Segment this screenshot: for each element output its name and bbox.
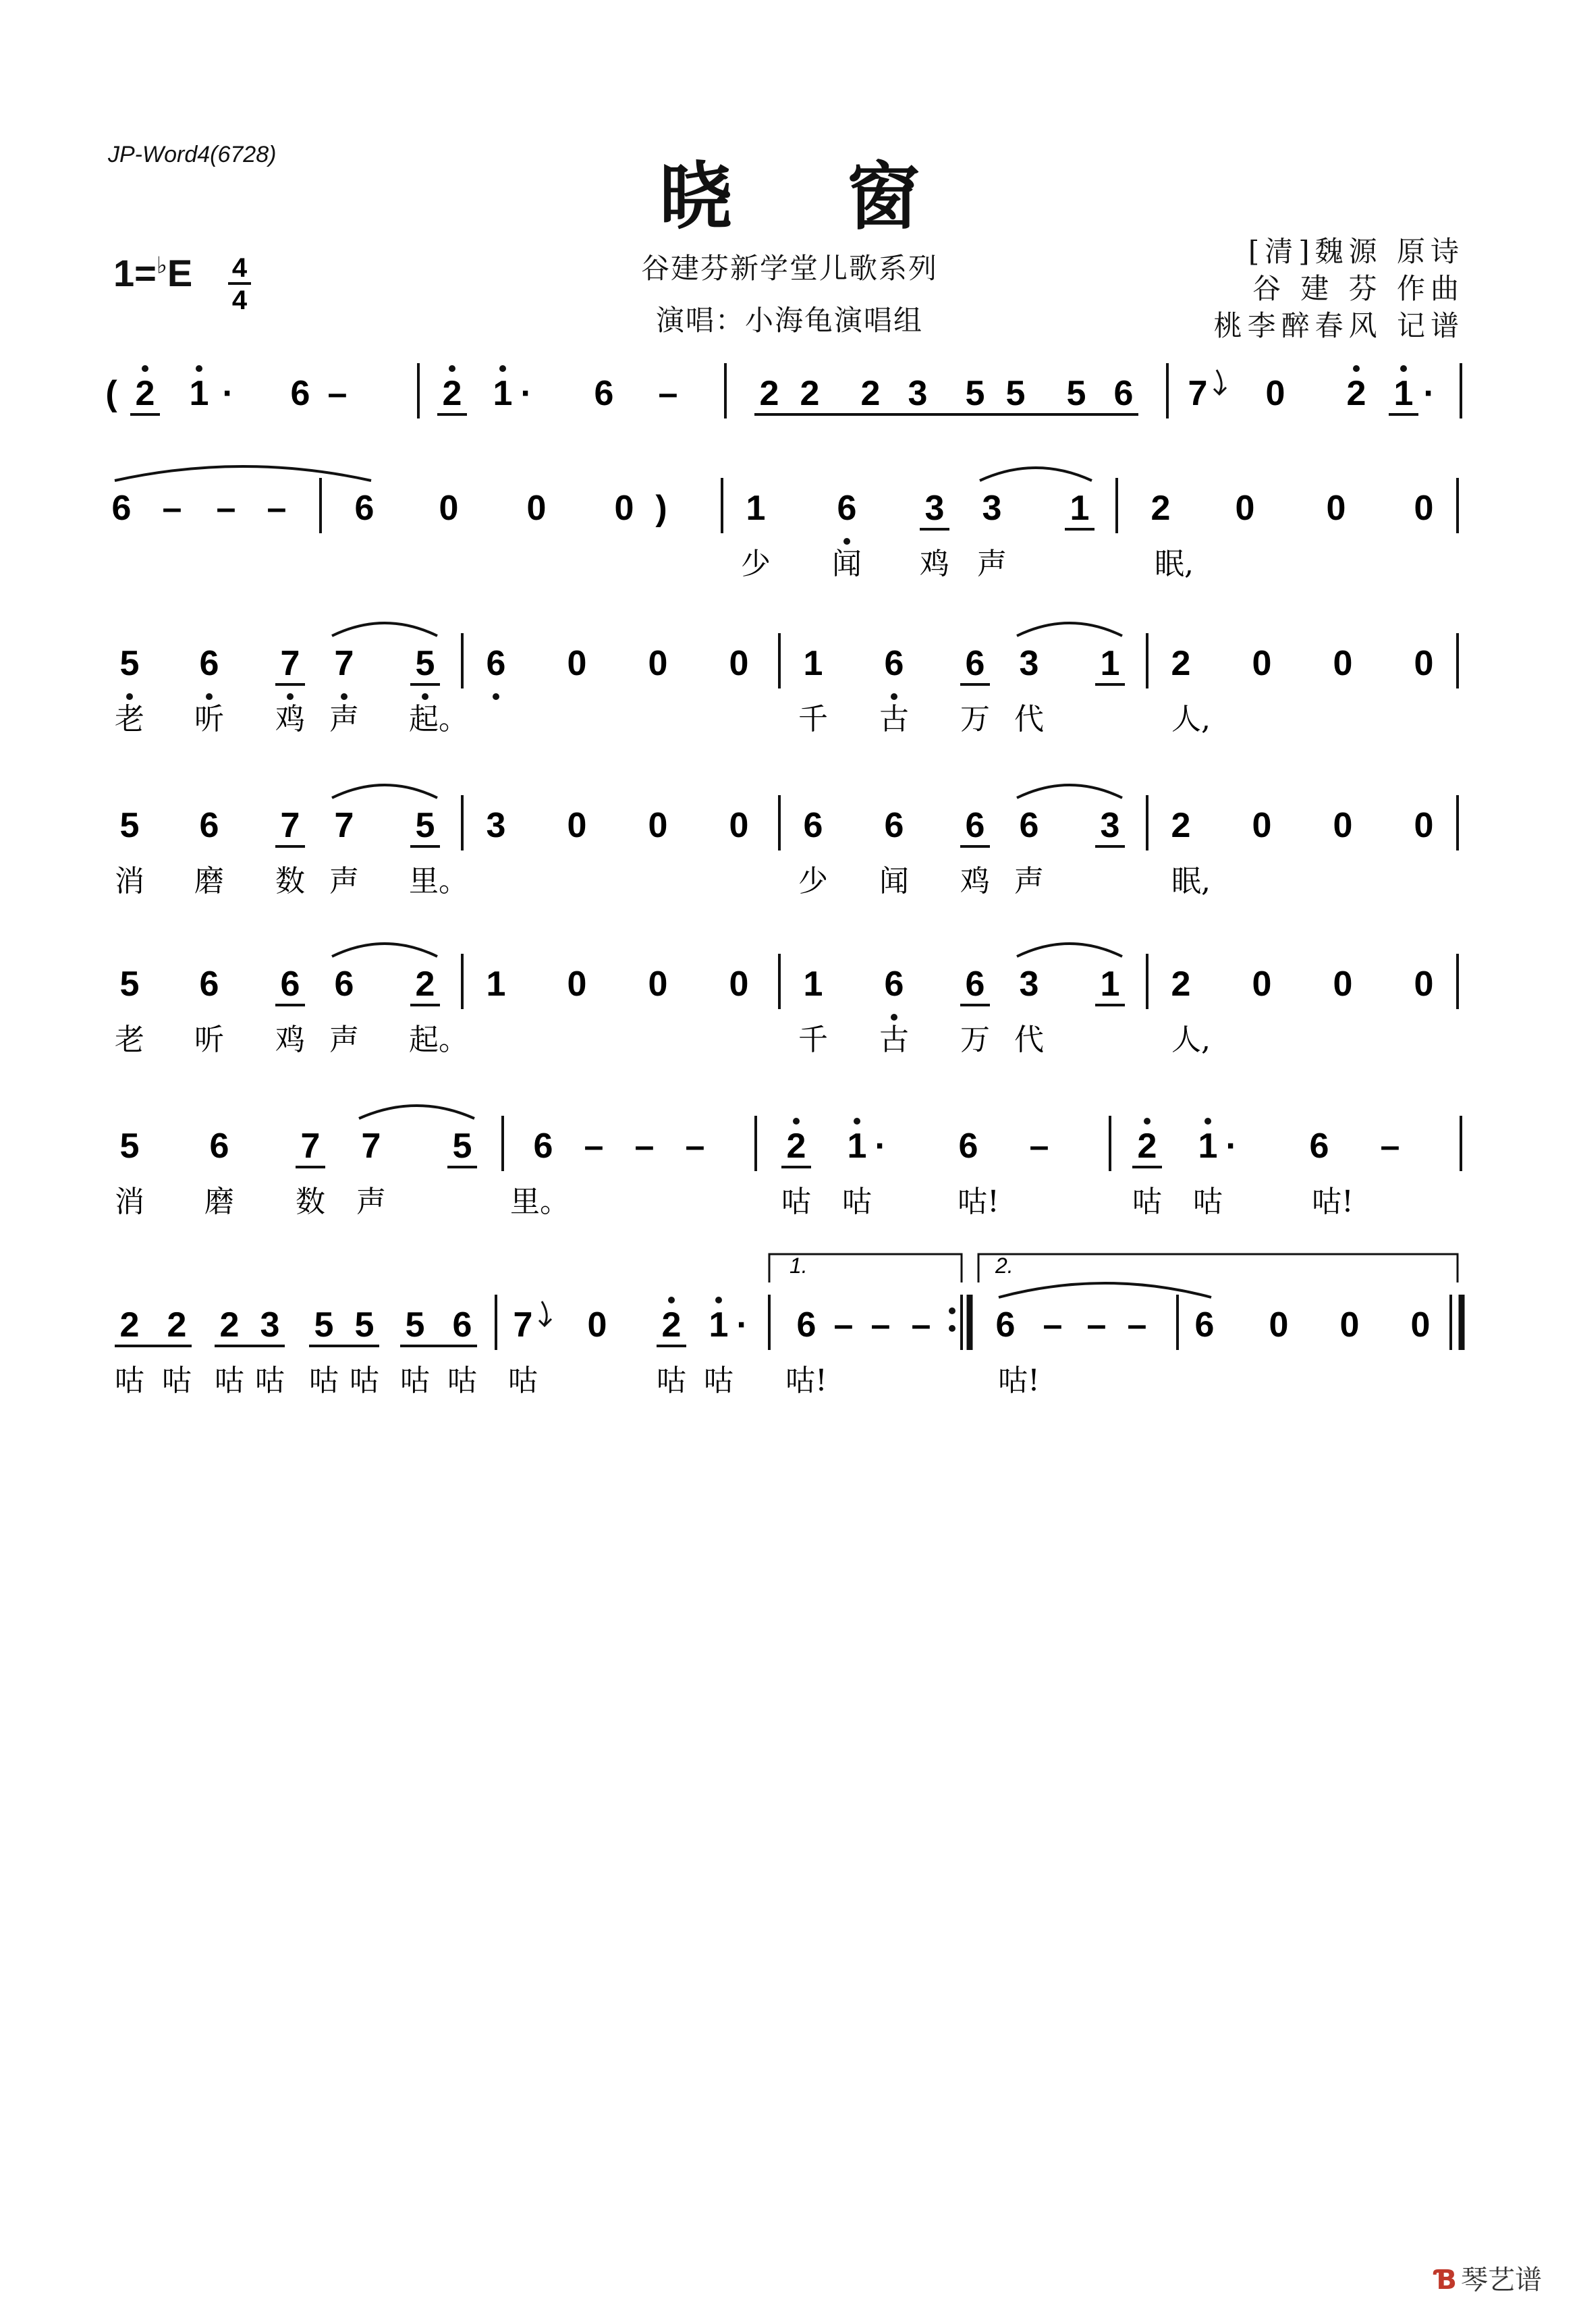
note: 6: [533, 1127, 553, 1166]
octave-dot-high: [668, 1297, 675, 1303]
note: 0: [1339, 1305, 1360, 1345]
octave-dot-low: [891, 693, 897, 700]
note: 1: [847, 1127, 867, 1166]
lyric: 磨: [204, 1185, 234, 1219]
bracket: ): [655, 489, 667, 528]
note: 0: [1252, 644, 1272, 683]
octave-dot-low: [891, 1014, 897, 1021]
note: 3: [908, 374, 928, 413]
dash-note: –: [1029, 1127, 1049, 1166]
octave-dot-low: [341, 693, 348, 700]
note: 1: [1070, 489, 1090, 528]
tie: [332, 944, 437, 956]
dash-note: –: [267, 489, 287, 528]
lyric: 鸡: [920, 547, 949, 581]
lyric: 眠,: [1155, 547, 1194, 581]
dash-note: –: [1043, 1305, 1063, 1345]
note: 7: [300, 1127, 321, 1166]
lyric: 咕: [508, 1363, 538, 1398]
note: 1: [1100, 644, 1120, 683]
note: 3: [924, 489, 945, 528]
note: 2: [759, 374, 779, 413]
octave-dot-high: [142, 365, 148, 372]
octave-dot-high: [1353, 365, 1360, 372]
lyric: 咕: [255, 1363, 285, 1398]
note: 5: [965, 374, 985, 413]
lyric: 咕: [704, 1363, 733, 1398]
octave-dot-low: [493, 693, 499, 700]
octave-dot-low: [843, 538, 850, 545]
dash-note: –: [1086, 1305, 1107, 1345]
note: 2: [1171, 965, 1191, 1004]
note: 0: [1333, 965, 1353, 1004]
note: 0: [1414, 965, 1434, 1004]
lyric: 咕: [842, 1185, 872, 1219]
octave-dot-high: [499, 365, 506, 372]
volta-2-bracket: [978, 1254, 1458, 1282]
tie: [1017, 785, 1122, 798]
note: 6: [199, 806, 219, 845]
dash-note: –: [584, 1127, 604, 1166]
note: 7: [280, 644, 300, 683]
credit-composer: 谷 建 芬 作曲: [1252, 272, 1464, 305]
note: 6: [995, 1305, 1016, 1345]
note: 7: [361, 1127, 381, 1166]
note: 0: [729, 806, 749, 845]
lyric: 咕: [350, 1363, 379, 1398]
note: 0: [1252, 806, 1272, 845]
lyric: 咕: [1193, 1185, 1223, 1219]
lyric: 万: [960, 702, 990, 736]
key-letter: E: [167, 252, 193, 294]
note: 5: [119, 644, 140, 683]
octave-dot-low: [422, 693, 428, 700]
note: 5: [1066, 374, 1086, 413]
flat-sign: ♭: [156, 252, 167, 279]
dash-note: –: [833, 1305, 854, 1345]
note: 0: [729, 965, 749, 1004]
song-title: 晓窗: [659, 155, 1034, 240]
aug-dot: ·: [1423, 374, 1435, 413]
note: 6: [486, 644, 506, 683]
lyric: 闻: [879, 864, 909, 898]
lyric: 消: [115, 864, 144, 898]
note: 3: [982, 489, 1002, 528]
note: 2: [1151, 489, 1171, 528]
note: 7: [334, 806, 354, 845]
note: 6: [594, 374, 614, 413]
note: 6: [965, 644, 985, 683]
dash-note: –: [870, 1305, 891, 1345]
lyric: 咕!: [998, 1363, 1040, 1398]
breath-mark: [539, 1301, 551, 1326]
aug-dot: ·: [875, 1127, 887, 1166]
slur: [999, 1283, 1211, 1297]
note: 1: [1198, 1127, 1218, 1166]
note: 2: [661, 1305, 682, 1345]
note: 2: [1137, 1127, 1157, 1166]
note: 2: [119, 1305, 140, 1345]
note: 0: [648, 644, 668, 683]
octave-dot-high: [449, 365, 455, 372]
bracket: (: [105, 374, 117, 413]
note: 1: [803, 644, 823, 683]
time-denominator: 4: [231, 286, 248, 312]
lyric: 古: [879, 702, 909, 736]
note: 5: [415, 806, 435, 845]
lyric: 老: [115, 1023, 144, 1057]
note: 1: [493, 374, 513, 413]
lyric: 声: [329, 702, 359, 736]
lyric: 人,: [1171, 1023, 1211, 1057]
dash-note: –: [911, 1305, 931, 1345]
lyric: 声: [329, 864, 359, 898]
time-numerator: 4: [231, 253, 248, 283]
tie: [1017, 623, 1122, 636]
lyric: 起。: [409, 702, 468, 736]
octave-dot-high: [854, 1118, 860, 1125]
dash-note: –: [658, 374, 678, 413]
note: 0: [1333, 644, 1353, 683]
note: 0: [614, 489, 634, 528]
tie: [1017, 944, 1122, 956]
note: 6: [803, 806, 823, 845]
watermark-text: 琴艺谱: [1461, 2265, 1542, 2296]
octave-dot-high: [715, 1297, 722, 1303]
key-prefix: 1=: [113, 252, 157, 294]
note: 6: [1019, 806, 1039, 845]
watermark: [1435, 2259, 1542, 2297]
software-label: JP-Word4(6728): [108, 142, 277, 167]
breath-mark: [1214, 370, 1226, 394]
note: 6: [884, 644, 904, 683]
note: 2: [860, 374, 881, 413]
aug-dot: ·: [222, 374, 234, 413]
note: 6: [290, 374, 310, 413]
lyric: 代: [1014, 1023, 1044, 1057]
note: 0: [567, 806, 587, 845]
series-label: 谷建芬新学堂儿歌系列: [640, 252, 938, 285]
note: 0: [1414, 644, 1434, 683]
note: 1: [1393, 374, 1414, 413]
lyric: 咕: [215, 1363, 244, 1398]
lyric: 闻: [832, 547, 862, 581]
note: 1: [189, 374, 209, 413]
tie: [980, 468, 1092, 481]
lyric: 起。: [409, 1023, 468, 1057]
lyric: 咕!: [958, 1185, 999, 1219]
note: 2: [1346, 374, 1366, 413]
lyric: 咕: [781, 1185, 811, 1219]
note: 0: [526, 489, 547, 528]
octave-dot-low: [287, 693, 294, 700]
octave-dot-high: [1400, 365, 1407, 372]
note: 0: [1235, 489, 1255, 528]
note: 2: [800, 374, 820, 413]
lyric: 人,: [1171, 702, 1211, 736]
note: 2: [442, 374, 462, 413]
note: 6: [1113, 374, 1134, 413]
lyric: 咕: [657, 1363, 686, 1398]
note: 7: [513, 1305, 533, 1345]
dash-note: –: [685, 1127, 705, 1166]
note: 6: [837, 489, 857, 528]
note: 5: [119, 965, 140, 1004]
note: 5: [354, 1305, 375, 1345]
note: 3: [1019, 644, 1039, 683]
dash-note: –: [1380, 1127, 1400, 1166]
lyric: 数: [296, 1185, 325, 1219]
note: 2: [1171, 806, 1191, 845]
note: 1: [746, 489, 766, 528]
note: 0: [648, 806, 668, 845]
watermark-logo: Ɓ: [1435, 2265, 1457, 2296]
volta-1-number: 1.: [790, 1253, 808, 1278]
lyric: 鸡: [275, 1023, 305, 1057]
note: 6: [1309, 1127, 1329, 1166]
lyric: 千: [798, 1023, 828, 1057]
lyric: 咕!: [785, 1363, 827, 1398]
note: 6: [452, 1305, 472, 1345]
note: 6: [280, 965, 300, 1004]
lyric: 少: [798, 864, 828, 898]
note: 0: [567, 644, 587, 683]
lyric: 声: [329, 1023, 359, 1057]
lyric: 里。: [409, 864, 468, 898]
note: 3: [486, 806, 506, 845]
lyric: 代: [1014, 702, 1044, 736]
tie: [332, 785, 437, 798]
octave-dot-high: [1144, 1118, 1151, 1125]
note: 3: [260, 1305, 280, 1345]
octave-dot-low: [126, 693, 133, 700]
octave-dot-high: [196, 365, 202, 372]
note: 1: [709, 1305, 729, 1345]
note: 2: [167, 1305, 187, 1345]
octave-dot-high: [793, 1118, 800, 1125]
lyric: 声: [356, 1185, 386, 1219]
note: 7: [1188, 374, 1208, 413]
lyric: 咕: [115, 1363, 144, 1398]
note: 5: [314, 1305, 334, 1345]
aug-dot: ·: [736, 1305, 748, 1345]
note: 5: [415, 644, 435, 683]
note: 0: [1269, 1305, 1289, 1345]
lyric: 磨: [194, 864, 224, 898]
tie: [332, 623, 437, 636]
note: 2: [786, 1127, 806, 1166]
lyric: 咕: [1132, 1185, 1162, 1219]
note: 0: [439, 489, 459, 528]
dash-note: –: [1127, 1305, 1147, 1345]
lyric: 声: [977, 547, 1007, 581]
note: 0: [1333, 806, 1353, 845]
lyric: 千: [798, 702, 828, 736]
lyric: 鸡: [960, 864, 990, 898]
volta-2-number: 2.: [995, 1253, 1014, 1278]
note: 6: [111, 489, 132, 528]
lyric: 咕!: [1312, 1185, 1354, 1219]
note: 7: [334, 644, 354, 683]
aug-dot: ·: [520, 374, 532, 413]
note: 0: [1414, 806, 1434, 845]
lyric: 听: [194, 1023, 224, 1057]
note: 6: [334, 965, 354, 1004]
note: 0: [648, 965, 668, 1004]
repeat-dot: [949, 1307, 955, 1314]
lyric: 听: [194, 702, 224, 736]
note: 5: [452, 1127, 472, 1166]
note: 1: [1100, 965, 1120, 1004]
note: 5: [119, 806, 140, 845]
note: 2: [135, 374, 155, 413]
note: 0: [1265, 374, 1285, 413]
note: 1: [486, 965, 506, 1004]
lyric: 鸡: [275, 702, 305, 736]
note: 0: [1326, 489, 1346, 528]
credit-transcriber: 桃李醉春风 记谱: [1213, 309, 1464, 342]
note: 6: [1194, 1305, 1215, 1345]
lyric: 数: [275, 864, 305, 898]
note: 3: [1100, 806, 1120, 845]
lyric: 消: [115, 1185, 144, 1219]
aug-dot: ·: [1225, 1127, 1238, 1166]
lyric: 声: [1014, 864, 1044, 898]
note: 0: [1414, 489, 1434, 528]
note: 6: [796, 1305, 816, 1345]
note: 2: [1171, 644, 1191, 683]
note: 7: [280, 806, 300, 845]
dash-note: –: [634, 1127, 655, 1166]
lyric: 眠,: [1171, 864, 1211, 898]
lyric: 咕: [447, 1363, 477, 1398]
note: 6: [965, 965, 985, 1004]
lyric: 里。: [510, 1185, 570, 1219]
lyric: 咕: [162, 1363, 192, 1398]
note: 0: [587, 1305, 607, 1345]
note: 2: [219, 1305, 240, 1345]
octave-dot-low: [206, 693, 213, 700]
octave-dot-high: [1204, 1118, 1211, 1125]
dash-note: –: [216, 489, 236, 528]
note: 6: [965, 806, 985, 845]
note: 3: [1019, 965, 1039, 1004]
note: 5: [1005, 374, 1026, 413]
lyric: 咕: [309, 1363, 339, 1398]
slur: [115, 466, 371, 481]
note: 0: [729, 644, 749, 683]
note: 0: [567, 965, 587, 1004]
note: 6: [884, 965, 904, 1004]
repeat-dot: [949, 1325, 955, 1332]
lyric: 万: [960, 1023, 990, 1057]
singer-label: 演唱：小海龟演唱组: [655, 304, 923, 337]
lyric: 古: [879, 1023, 909, 1057]
note: 5: [119, 1127, 140, 1166]
note: 5: [405, 1305, 425, 1345]
dash-note: –: [327, 374, 348, 413]
note: 2: [415, 965, 435, 1004]
lyric: 少: [741, 547, 771, 581]
lyric: 咕: [400, 1363, 430, 1398]
lyric: 老: [115, 702, 144, 736]
note: 0: [1410, 1305, 1431, 1345]
note: 6: [199, 644, 219, 683]
note: 1: [803, 965, 823, 1004]
dash-note: –: [162, 489, 182, 528]
note: 6: [958, 1127, 978, 1166]
tie: [359, 1106, 474, 1118]
note: 6: [354, 489, 375, 528]
note: 6: [209, 1127, 229, 1166]
note: 6: [884, 806, 904, 845]
note: 0: [1252, 965, 1272, 1004]
credit-poet: [清]魏源 原诗: [1248, 235, 1464, 268]
note: 6: [199, 965, 219, 1004]
